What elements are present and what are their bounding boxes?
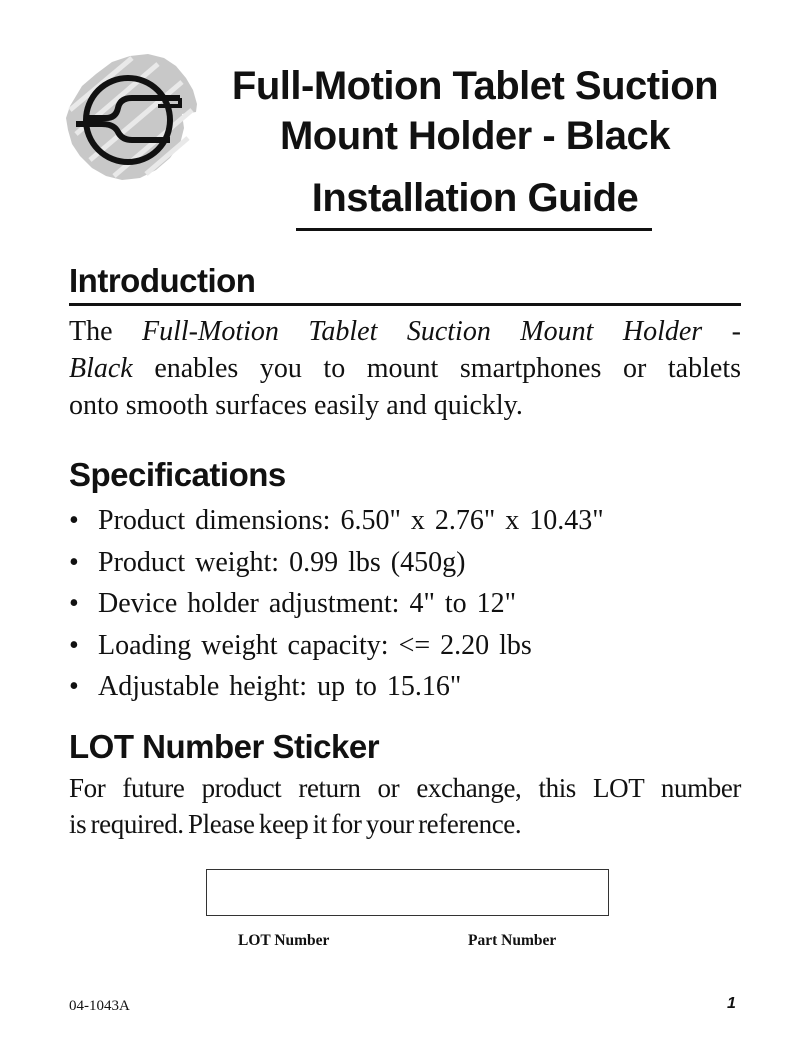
guide-title: Installation Guide xyxy=(311,176,639,220)
specifications-heading: Specifications xyxy=(69,456,286,493)
specifications-list xyxy=(69,500,604,708)
lot-sticker-heading: LOT Number Sticker xyxy=(69,728,380,765)
bullet: • xyxy=(69,588,79,619)
introduction-paragraph xyxy=(69,313,741,424)
document-title-line-1: Full-Motion Tablet Suction xyxy=(231,64,719,108)
spec-text: Loading weight capacity: <= 2.20 lbs xyxy=(98,629,532,661)
spec-text: Device holder adjustment: 4" to 12" xyxy=(98,588,517,619)
intro-line-3: onto smooth surfaces easily and quickly. xyxy=(69,390,523,421)
spec-text: Product weight: 0.99 lbs (450g) xyxy=(98,546,466,578)
intro-text: The xyxy=(69,316,143,347)
part-number-label: Part Number xyxy=(468,932,557,949)
introduction-heading: Introduction xyxy=(69,262,256,299)
bullet: • xyxy=(69,671,79,702)
bullet: • xyxy=(69,505,79,536)
lot-sticker-paragraph xyxy=(69,770,741,842)
product-name-italic-cont: Black xyxy=(69,353,133,384)
list-item xyxy=(69,542,604,584)
document-title-line-2: Mount Holder - Black xyxy=(279,114,671,158)
bullet: • xyxy=(69,629,79,661)
lot-line-1: For future product return or exchange, this LOT number xyxy=(69,773,741,803)
list-item xyxy=(69,583,604,625)
list-item xyxy=(69,666,604,708)
introduction-rule xyxy=(69,303,741,306)
sig-s-circle-logo-icon xyxy=(62,52,200,180)
list-item xyxy=(69,625,604,667)
document-code: 04-1043A xyxy=(69,998,130,1014)
product-name-italic: Full-Motion Tablet Suction Mount Holder - xyxy=(142,316,741,347)
list-item xyxy=(69,500,604,542)
spec-text: Adjustable height: up to 15.16" xyxy=(98,671,462,702)
guide-title-underline xyxy=(296,228,652,231)
lot-number-label: LOT Number xyxy=(238,932,330,949)
page-number: 1 xyxy=(727,995,736,1012)
bullet: • xyxy=(69,546,79,578)
lot-sticker-box xyxy=(206,869,609,916)
intro-text: enables you to mount smartphones or tablets xyxy=(132,353,741,384)
company-logo xyxy=(62,52,200,180)
intro-line-2 xyxy=(69,350,741,387)
spec-text: Product dimensions: 6.50" x 2.76" x 10.43" xyxy=(98,505,604,536)
lot-line-2: is required. Please keep it for your reference. xyxy=(69,809,522,839)
intro-line-1 xyxy=(69,313,741,350)
